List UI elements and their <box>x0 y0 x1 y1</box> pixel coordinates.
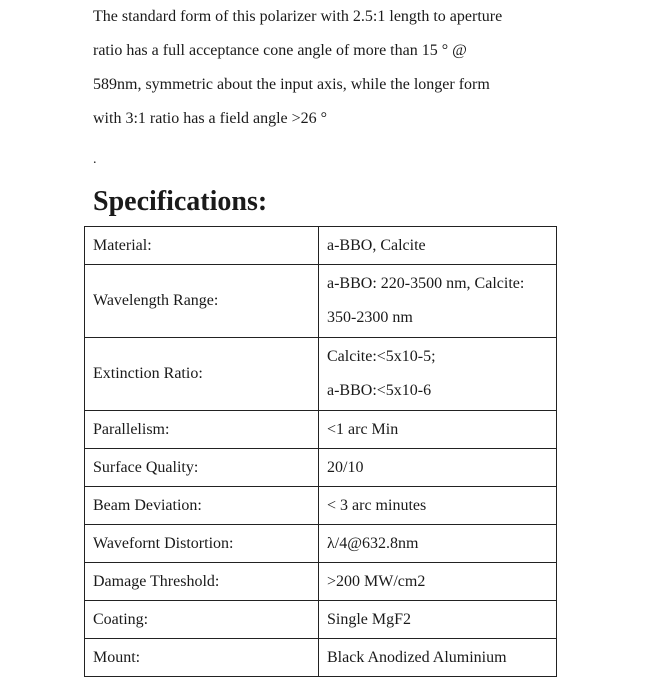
spec-label: Extinction Ratio: <box>85 338 319 411</box>
spec-value-line: a-BBO:<5x10-6 <box>327 382 432 399</box>
spec-label: Wavefornt Distortion: <box>85 525 319 563</box>
intro-line: ratio has a full acceptance cone angle of more than 15 ° @ <box>93 42 467 59</box>
spec-label: Mount: <box>85 639 319 677</box>
intro-line: 589nm, symmetric about the input axis, while the longer form <box>93 76 490 93</box>
spec-label: Surface Quality: <box>85 449 319 487</box>
spec-row-surface-quality <box>85 449 557 487</box>
spec-value <box>319 338 557 411</box>
spec-value: Black Anodized Aluminium <box>319 639 557 677</box>
spec-value: < 3 arc minutes <box>319 487 557 525</box>
spec-row-mount <box>85 639 557 677</box>
specifications-heading: Specifications: <box>93 186 268 217</box>
stray-dot: . <box>93 152 97 167</box>
spec-label: Parallelism: <box>85 411 319 449</box>
intro-line: The standard form of this polarizer with 2.5:1 length to aperture <box>93 8 503 25</box>
intro-paragraph <box>93 0 633 136</box>
spec-label: Wavelength Range: <box>85 265 319 338</box>
spec-value <box>319 265 557 338</box>
intro-line: with 3:1 ratio has a field angle >26 ° <box>93 110 328 127</box>
spec-value: <1 arc Min <box>319 411 557 449</box>
spec-value: λ/4@632.8nm <box>319 525 557 563</box>
spec-row-damage-threshold <box>85 563 557 601</box>
spec-row-material <box>85 227 557 265</box>
spec-value: >200 MW/cm2 <box>319 563 557 601</box>
spec-label: Beam Deviation: <box>85 487 319 525</box>
spec-row-extinction-ratio <box>85 338 557 411</box>
spec-value: 20/10 <box>319 449 557 487</box>
spec-value-line: a-BBO: 220-3500 nm, Calcite: <box>327 275 525 292</box>
spec-row-wavelength-range <box>85 265 557 338</box>
spec-label: Coating: <box>85 601 319 639</box>
spec-value: a-BBO, Calcite <box>319 227 557 265</box>
spec-row-coating <box>85 601 557 639</box>
spec-label: Material: <box>85 227 319 265</box>
specifications-table <box>84 226 557 677</box>
spec-value-line: Calcite:<5x10-5; <box>327 348 436 365</box>
spec-row-parallelism <box>85 411 557 449</box>
spec-label: Damage Threshold: <box>85 563 319 601</box>
spec-value: Single MgF2 <box>319 601 557 639</box>
spec-row-beam-deviation <box>85 487 557 525</box>
spec-value-line: 350-2300 nm <box>327 309 413 326</box>
spec-row-wavefront-distortion <box>85 525 557 563</box>
